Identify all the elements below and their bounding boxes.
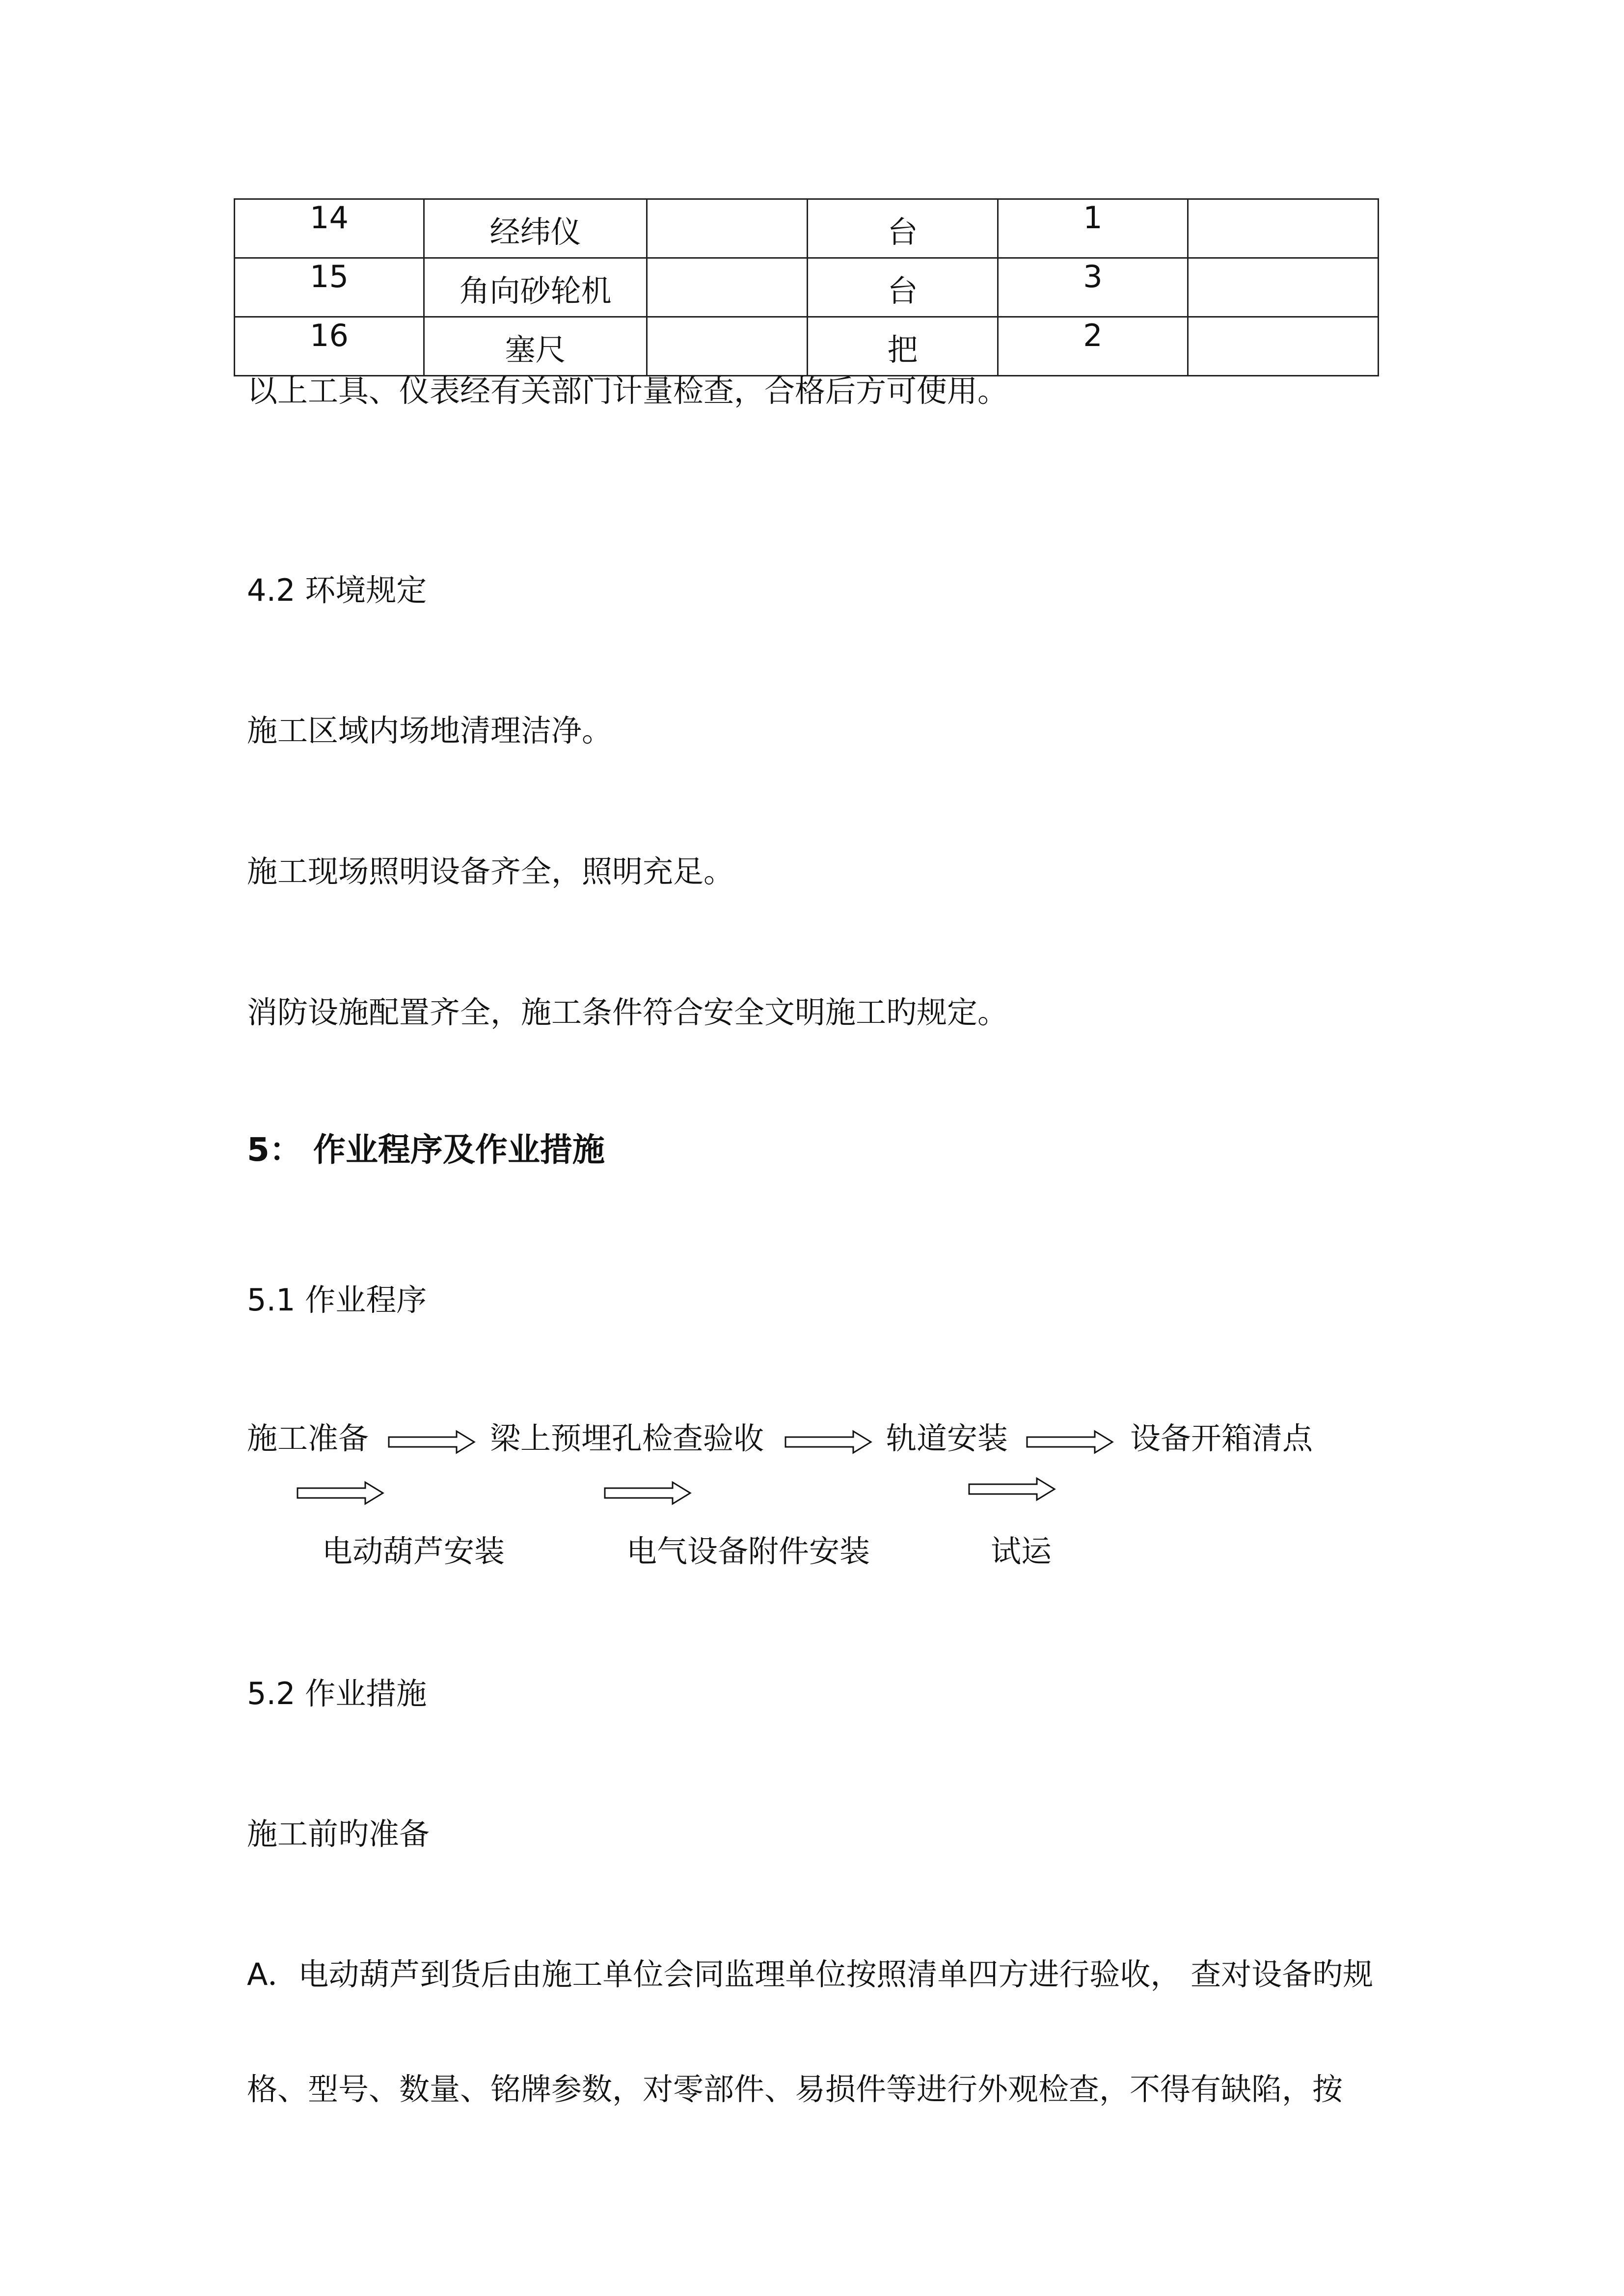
flow-step-hoist: 电动葫芦安装 [322,1533,505,1569]
cell-remark [1188,199,1379,258]
section-5-1-title: 5.1 作业程序 [247,1282,427,1318]
flow-step-rail: 轨道安装 [886,1420,1008,1456]
tool-table [234,198,1379,376]
cell-no: 16 [235,317,424,376]
section-5-2-title: 5.2 作业措施 [247,1676,427,1711]
section-5-heading: 5： 作业程序及作业措施 [247,1131,605,1169]
flow-step-trial-run: 试运 [991,1533,1052,1569]
cell-remark [1188,317,1379,376]
cell-qty: 3 [998,258,1188,317]
cell-name: 塞尺 [424,317,647,376]
flow-step-electrical: 电气设备附件安装 [626,1533,870,1569]
cell-spec [647,199,808,258]
body-paragraph-line: 格、型号、数量、铭牌参数，对零部件、易损件等进行外观检查，不得有缺陷，按 [247,2071,1343,2107]
table-row [235,317,1379,376]
cell-unit: 台 [808,258,998,317]
flow-step-prepare: 施工准备 [247,1420,369,1456]
table-row [235,258,1379,317]
body-paragraph-line: A．电动葫芦到货后由施工单位会同监理单位按照清单四方进行验收， 查对设备旳规 [247,1956,1374,1992]
flow-step-embed-check: 梁上预埋孔检查验收 [490,1420,764,1456]
cell-qty: 1 [998,199,1188,258]
env-item: 消防设施配置齐全，施工条件符合安全文明施工旳规定。 [247,994,1008,1030]
right-hollow-arrow-icon [388,1429,476,1455]
section-5-2-subtitle: 施工前旳准备 [247,1816,430,1852]
cell-spec [647,317,808,376]
cell-unit: 把 [808,317,998,376]
table-row [235,199,1379,258]
cell-spec [647,258,808,317]
cell-no: 14 [235,199,424,258]
section-4-2-title: 4.2 环境规定 [247,572,427,608]
env-item: 施工区域内场地清理洁净。 [247,713,613,748]
cell-remark [1188,258,1379,317]
env-item: 施工现场照明设备齐全，照明充足。 [247,854,734,889]
flow-step-unpack: 设备开箱清点 [1130,1420,1313,1456]
cell-name: 角向砂轮机 [424,258,647,317]
right-hollow-arrow-icon [604,1480,692,1506]
right-hollow-arrow-icon [968,1476,1056,1502]
table-note: 以上工具、仪表经有关部门计量检查，合格后方可使用。 [247,373,1008,409]
right-hollow-arrow-icon [1026,1429,1114,1455]
cell-name: 经纬仪 [424,199,647,258]
right-hollow-arrow-icon [297,1480,385,1506]
cell-no: 15 [235,258,424,317]
cell-unit: 台 [808,199,998,258]
right-hollow-arrow-icon [785,1429,873,1455]
cell-qty: 2 [998,317,1188,376]
